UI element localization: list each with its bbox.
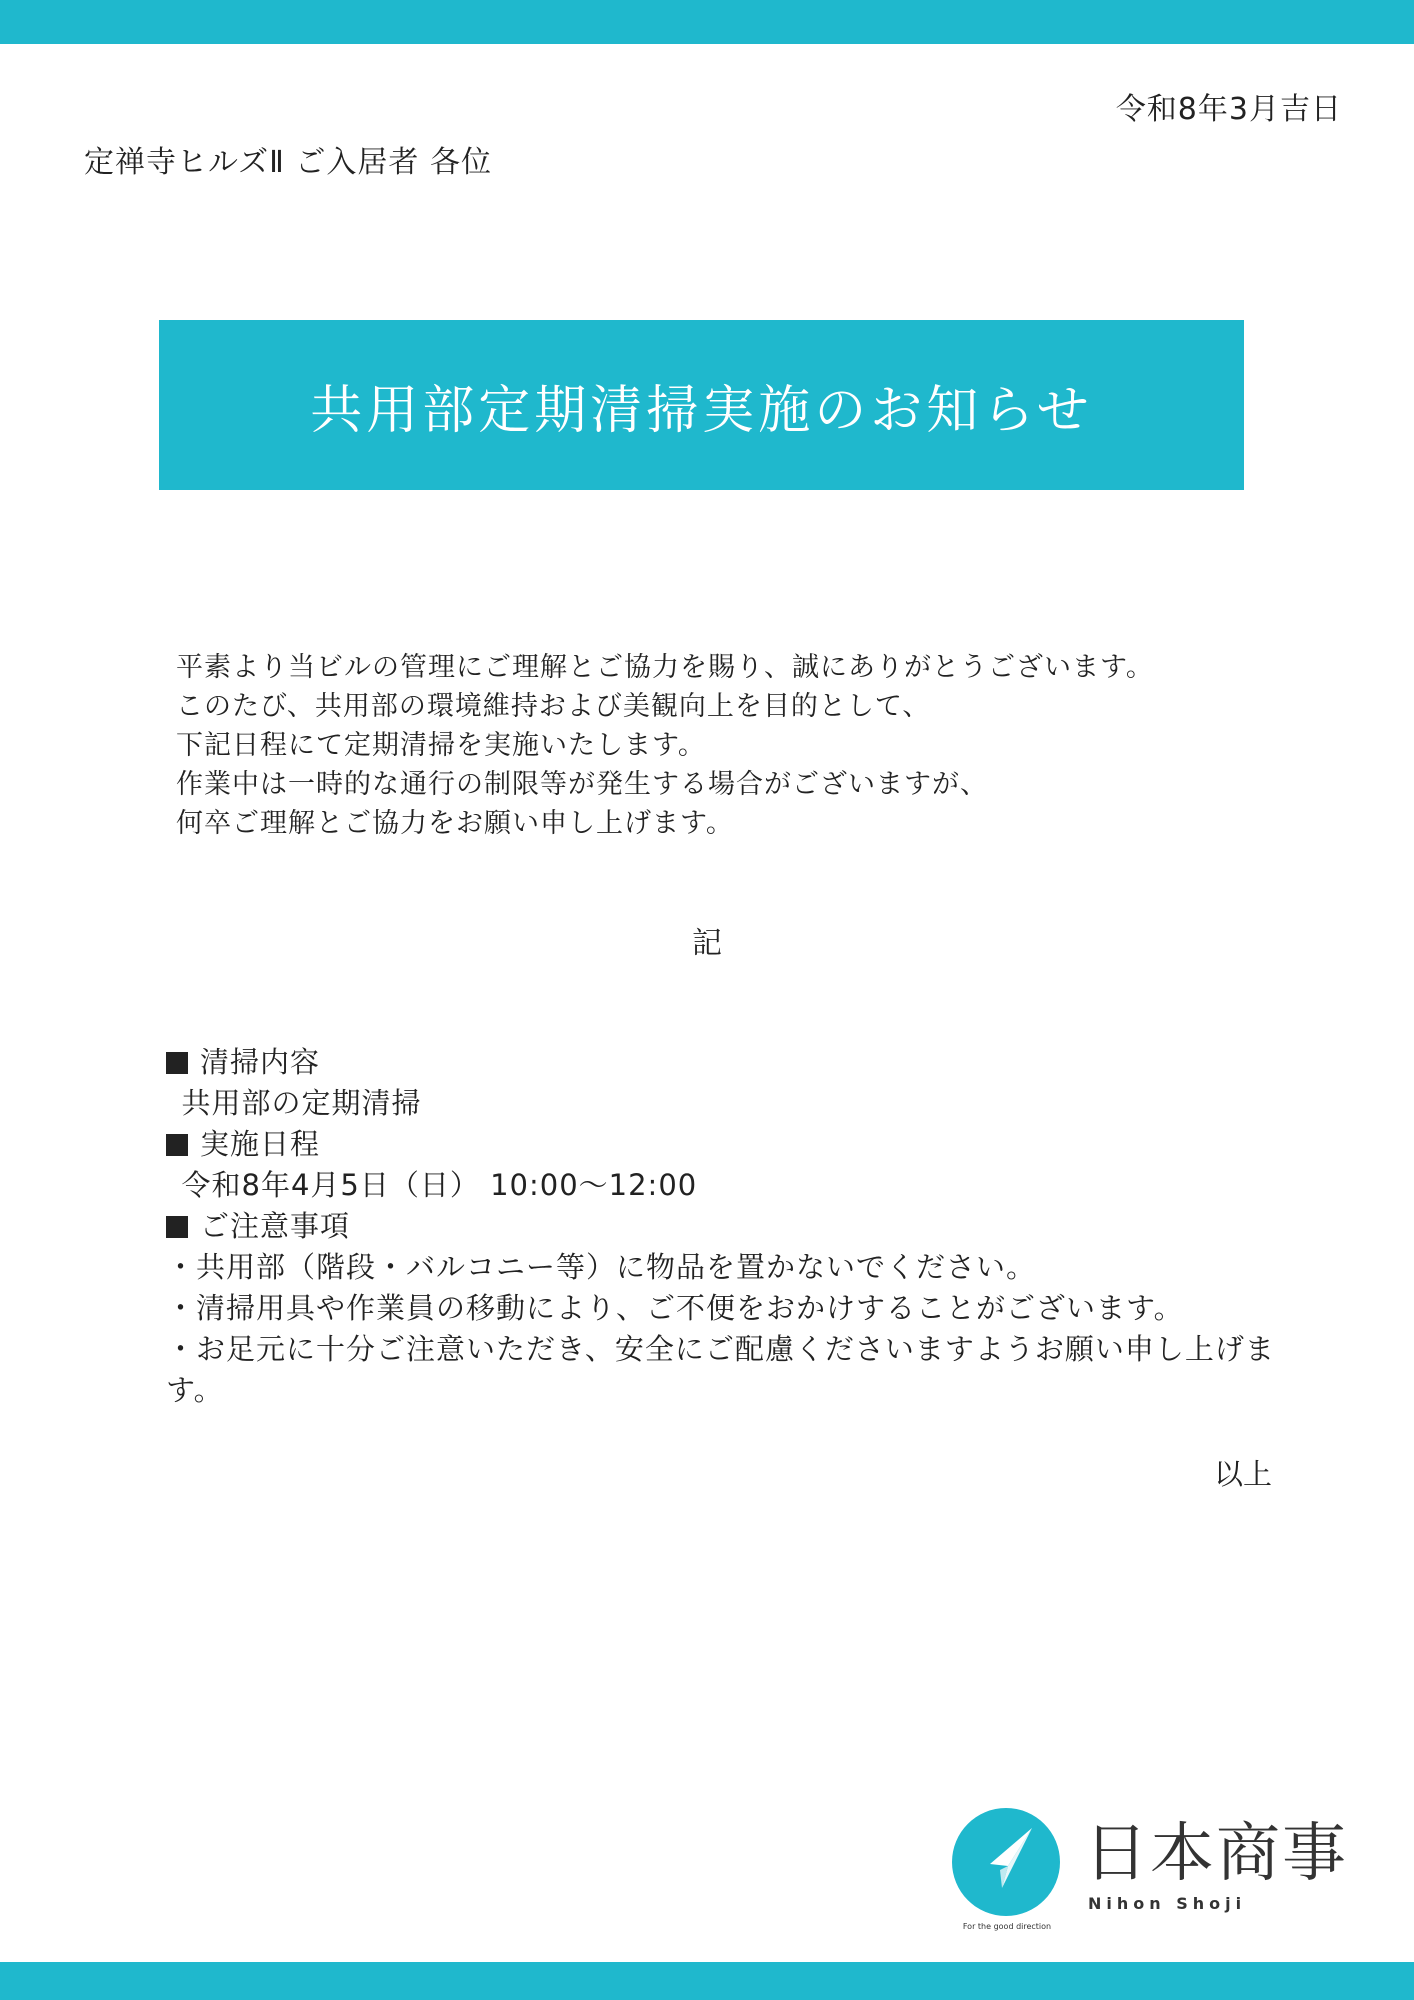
schedule-heading: 実施日程	[200, 1127, 321, 1161]
issue-date: 令和8年3月吉日	[1115, 92, 1342, 127]
content-heading: 清掃内容	[200, 1045, 321, 1079]
company-logo-roman: Nihon Shoji	[1088, 1894, 1247, 1913]
note-item: ・共用部（階段・バルコニー等）に物品を置かないでください。	[166, 1250, 1037, 1284]
notice-title: 共用部定期清掃実施のお知らせ	[310, 380, 1093, 441]
note-item: ・清掃用具や作業員の移動により、ご不便をおかけすることがございます。	[166, 1291, 1184, 1325]
details-section	[166, 1042, 1276, 1411]
intro-line: このたび、共用部の環境維持および美観向上を目的として、	[176, 691, 931, 722]
notes-heading: ご注意事項	[200, 1209, 351, 1243]
content-heading-row	[166, 1042, 1276, 1083]
content-value: 共用部の定期清掃	[181, 1086, 422, 1120]
schedule-heading-row	[166, 1124, 1276, 1165]
logo-tagline: For the good direction	[962, 1922, 1052, 1931]
square-bullet-icon	[166, 1052, 188, 1074]
square-bullet-icon	[166, 1134, 188, 1156]
intro-line: 何卒ご理解とご協力をお願い申し上げます。	[176, 808, 734, 839]
intro-line: 平素より当ビルの管理にご理解とご協力を賜り、誠にありがとうございます。	[176, 652, 1154, 683]
recipient-line: 定禅寺ヒルズⅡ ご入居者 各位	[84, 145, 492, 180]
ki-marker: 記	[692, 926, 722, 961]
paper-plane-icon	[952, 1808, 1060, 1916]
company-logo-name: 日本商事	[1084, 1817, 1348, 1891]
intro-line: 作業中は一時的な通行の制限等が発生する場合がございますが、	[176, 769, 988, 800]
note-item: ・お足元に十分ご注意いただき、安全にご配慮くださいますようお願い申し上げます。	[166, 1332, 1275, 1407]
intro-paragraph	[176, 648, 1276, 843]
bottom-accent-bar	[0, 1962, 1414, 2000]
closing-mark: 以上	[1213, 1457, 1272, 1491]
top-accent-bar	[0, 0, 1414, 44]
square-bullet-icon	[166, 1216, 188, 1238]
title-banner	[159, 320, 1244, 490]
intro-line: 下記日程にて定期清掃を実施いたします。	[176, 730, 706, 761]
notes-heading-row	[166, 1206, 1276, 1247]
schedule-value: 令和8年4月5日（日） 10:00〜12:00	[181, 1168, 698, 1202]
